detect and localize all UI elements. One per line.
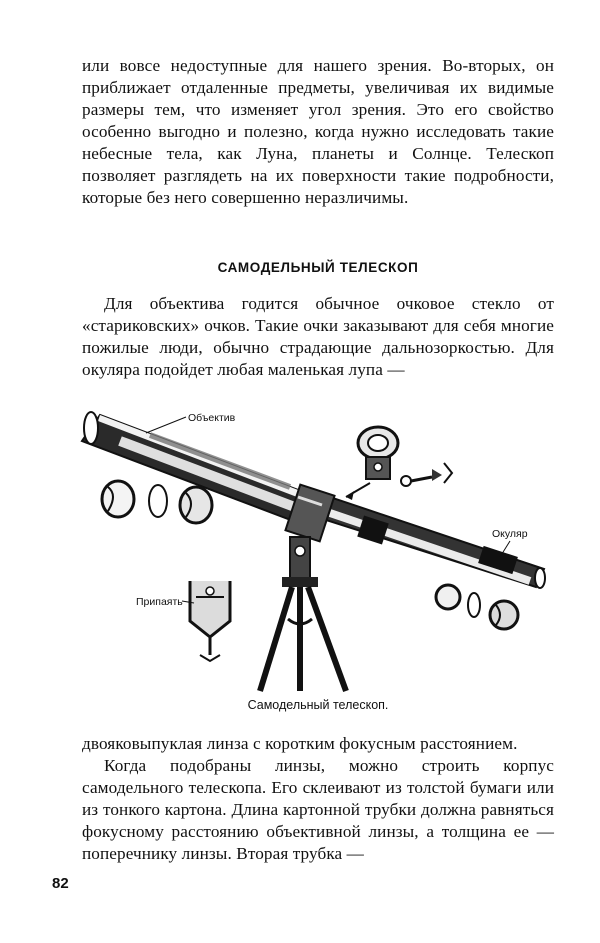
- label-solder: Припаять: [136, 596, 183, 608]
- clamp-ring-part: [346, 427, 398, 500]
- label-objective: Объектив: [188, 412, 236, 424]
- figure-caption: Самодельный телескоп.: [247, 698, 389, 712]
- tripod: [260, 587, 346, 691]
- eyepiece-lens-parts: [436, 585, 518, 629]
- label-eyepiece: Окуляр: [492, 528, 528, 540]
- paragraph-after-figure: двояковыпуклая линза с коротким фокусным расстоянием.: [82, 734, 518, 753]
- paragraph-continuation: или вовсе недоступные для нашего зрения. Во-вторых, он приближает отдаленные предметы, увеличивая их видимые размеры тем, что изменяет угол зрения. Это его свойство особенно выгодно и полезно, когда нужно исследовать такие небесные тела, как Луна, планеты и Солнце. Телескоп позволяет разглядеть на их поверхности такие подробности, которые без него совершенно неразличимы.: [82, 56, 554, 207]
- wing-bolt-part: [401, 463, 452, 486]
- heading-spacer: [82, 279, 554, 293]
- eyepiece-tube: [304, 493, 545, 588]
- objective-lens-parts: [102, 481, 212, 523]
- section-heading: САМОДЕЛЬНЫЙ ТЕЛЕСКОП: [217, 260, 419, 275]
- paragraph-intro: Для объектива годится обычное очковое стекло от «стариковских» очков. Такие очки заказывают для себя многие пожилые люди, обычно страдающие дальнозоркостью. Для окуляра подойдет любая маленькая лупа —: [82, 294, 554, 379]
- solder-bracket-part: [190, 581, 230, 661]
- page-number: 82: [52, 875, 69, 892]
- book-page: [82, 55, 554, 865]
- mount-swivel: [282, 537, 318, 587]
- telescope-illustration: [60, 401, 554, 693]
- telescope-figure: [82, 401, 554, 721]
- paragraph-last: Когда подобраны линзы, можно строить корпус самодельного телескопа. Его склеивают из толстой бумаги или из тонкого картона. Длина картонной трубки должна равняться фокусному расстоянию объективной линзы, а толщина ее — поперечнику линзы. Вторая трубка —: [82, 756, 554, 863]
